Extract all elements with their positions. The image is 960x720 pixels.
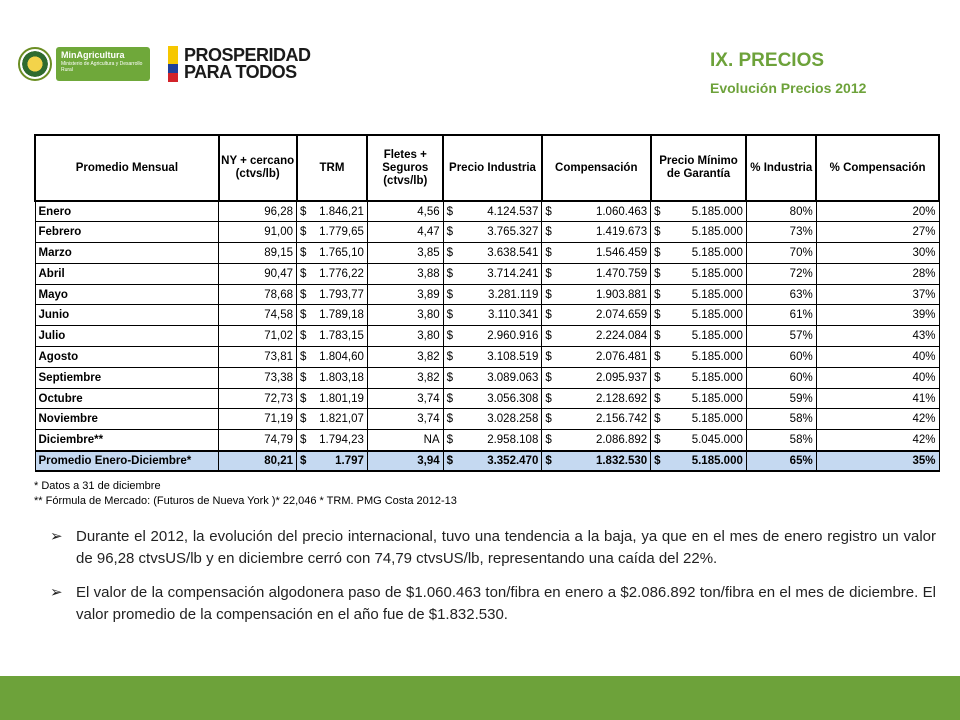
cell-currency: $ (443, 263, 457, 284)
cell-trm: 1.801,19 (310, 388, 367, 409)
cell-currency: $ (651, 367, 665, 388)
cell-ny: 74,58 (219, 305, 297, 326)
cell-compensacion: 1.419.673 (556, 222, 651, 243)
cell-currency: $ (297, 222, 311, 243)
cell-currency: $ (443, 201, 457, 222)
cell-currency: $ (542, 243, 556, 264)
cell-currency: $ (297, 388, 311, 409)
cell-currency: $ (651, 263, 665, 284)
cell-ny: 89,15 (219, 243, 297, 264)
table-row (35, 284, 939, 305)
prosperidad-logo (168, 46, 311, 82)
cell-currency: $ (542, 263, 556, 284)
cell-pct-industria: 58% (746, 430, 816, 451)
cell-currency: $ (651, 243, 665, 264)
table-row (35, 388, 939, 409)
footer-bar (0, 676, 960, 720)
cell-fletes: 3,82 (367, 367, 443, 388)
cell-mes: Febrero (35, 222, 219, 243)
cell-fletes: 3,94 (367, 451, 443, 472)
table-total-row (35, 451, 939, 472)
cell-pct-compensacion: 43% (816, 326, 939, 347)
cell-pct-compensacion: 35% (816, 451, 939, 472)
cell-trm: 1.797 (310, 451, 367, 472)
cell-minimo: 5.185.000 (665, 451, 747, 472)
cell-minimo: 5.185.000 (665, 222, 747, 243)
cell-pct-compensacion: 42% (816, 409, 939, 430)
cell-compensacion: 2.156.742 (556, 409, 651, 430)
page-subtitle: Evolución Precios 2012 (710, 80, 867, 96)
cell-compensacion: 1.546.459 (556, 243, 651, 264)
cell-currency: $ (651, 347, 665, 368)
cell-currency: $ (542, 430, 556, 451)
cell-trm: 1.789,18 (310, 305, 367, 326)
cell-currency: $ (297, 284, 311, 305)
table-row (35, 222, 939, 243)
cell-currency: $ (297, 201, 311, 222)
cell-industria: 3.108.519 (457, 347, 542, 368)
cell-pct-compensacion: 27% (816, 222, 939, 243)
cell-industria: 3.714.241 (457, 263, 542, 284)
bullet-list (50, 526, 936, 638)
prosperidad-wordmark (184, 47, 311, 81)
prices-table (34, 134, 940, 472)
cell-currency: $ (542, 222, 556, 243)
cell-mes: Diciembre** (35, 430, 219, 451)
cell-currency: $ (651, 430, 665, 451)
cell-ny: 74,79 (219, 430, 297, 451)
cell-pct-industria: 73% (746, 222, 816, 243)
cell-currency: $ (297, 326, 311, 347)
colombia-seal-icon (18, 47, 52, 81)
table-row (35, 367, 939, 388)
cell-ny: 96,28 (219, 201, 297, 222)
bullet-item (50, 526, 936, 569)
cell-pct-industria: 60% (746, 347, 816, 368)
cell-minimo: 5.185.000 (665, 347, 747, 368)
table-row (35, 326, 939, 347)
cell-pct-compensacion: 42% (816, 430, 939, 451)
cell-currency: $ (651, 388, 665, 409)
cell-ny: 91,00 (219, 222, 297, 243)
cell-pct-industria: 70% (746, 243, 816, 264)
cell-pct-industria: 61% (746, 305, 816, 326)
cell-fletes: 4,56 (367, 201, 443, 222)
arrow-bullet-icon: ➢ (50, 584, 63, 601)
header-pct-industria: % Industria (746, 135, 816, 201)
minagricultura-badge (56, 47, 150, 81)
cell-ny: 90,47 (219, 263, 297, 284)
cell-compensacion: 2.224.084 (556, 326, 651, 347)
cell-industria: 2.958.108 (457, 430, 542, 451)
bullet-item (50, 582, 936, 625)
table-row (35, 305, 939, 326)
cell-currency: $ (443, 243, 457, 264)
cell-pct-compensacion: 40% (816, 347, 939, 368)
cell-currency: $ (297, 263, 311, 284)
cell-minimo: 5.045.000 (665, 430, 747, 451)
prosperidad-line-1: PROSPERIDAD (184, 45, 311, 65)
cell-minimo: 5.185.000 (665, 284, 747, 305)
cell-fletes: 3,80 (367, 326, 443, 347)
cell-currency: $ (443, 347, 457, 368)
cell-currency: $ (542, 284, 556, 305)
minagricultura-title: MinAgricultura (61, 50, 125, 60)
minagricultura-subtitle: Ministerio de Agricultura y Desarrollo Rural (61, 61, 143, 73)
cell-mes: Abril (35, 263, 219, 284)
cell-pct-compensacion: 30% (816, 243, 939, 264)
page-title: IX. PRECIOS (710, 50, 825, 71)
cell-ny: 78,68 (219, 284, 297, 305)
cell-fletes: 3,88 (367, 263, 443, 284)
cell-pct-industria: 60% (746, 367, 816, 388)
cell-currency: $ (443, 284, 457, 305)
cell-pct-compensacion: 37% (816, 284, 939, 305)
table-row (35, 409, 939, 430)
cell-compensacion: 2.074.659 (556, 305, 651, 326)
cell-compensacion: 2.086.892 (556, 430, 651, 451)
cell-currency: $ (297, 430, 311, 451)
cell-currency: $ (297, 243, 311, 264)
cell-mes: Septiembre (35, 367, 219, 388)
cell-currency: $ (297, 409, 311, 430)
header-ny: NY + cercano (ctvs/lb) (219, 135, 297, 201)
cell-pct-compensacion: 20% (816, 201, 939, 222)
cell-mes: Noviembre (35, 409, 219, 430)
cell-minimo: 5.185.000 (665, 326, 747, 347)
cell-currency: $ (651, 409, 665, 430)
table-row (35, 263, 939, 284)
cell-industria: 3.028.258 (457, 409, 542, 430)
table-row (35, 243, 939, 264)
table-notes (34, 479, 457, 509)
cell-currency: $ (297, 347, 311, 368)
cell-pct-compensacion: 41% (816, 388, 939, 409)
cell-currency: $ (443, 451, 457, 472)
cell-industria: 3.089.063 (457, 367, 542, 388)
cell-currency: $ (542, 388, 556, 409)
bullet-text: El valor de la compensación algodonera paso de $1.060.463 ton/fibra en enero a $2.086.892 ton/fibra en el mes de diciembre. El valor promedio de la compensación en el año fue de $1.832.530. (76, 584, 936, 623)
cell-trm: 1.804,60 (310, 347, 367, 368)
cell-fletes: 3,74 (367, 388, 443, 409)
cell-mes: Promedio Enero-Diciembre* (35, 451, 219, 472)
cell-pct-industria: 63% (746, 284, 816, 305)
cell-industria: 3.765.327 (457, 222, 542, 243)
note-2: ** Fórmula de Mercado: (Futuros de Nueva York )* 22,046 * TRM. PMG Costa 2012-13 (34, 495, 457, 507)
cell-industria: 2.960.916 (457, 326, 542, 347)
cell-compensacion: 2.128.692 (556, 388, 651, 409)
cell-trm: 1.846,21 (310, 201, 367, 222)
header-pct-compensacion: % Compensación (816, 135, 939, 201)
cell-fletes: 3,82 (367, 347, 443, 368)
cell-ny: 71,02 (219, 326, 297, 347)
header-trm: TRM (297, 135, 368, 201)
bullet-text: Durante el 2012, la evolución del precio internacional, tuvo una tendencia a la baja, ya que en el mes de enero registro un valor de 96,28 ctvsUS/lb y en diciembre cerró con 74,79 ctvsUS/lb, representando una caída del 22%. (76, 528, 936, 567)
cell-trm: 1.779,65 (310, 222, 367, 243)
cell-minimo: 5.185.000 (665, 409, 747, 430)
cell-currency: $ (651, 201, 665, 222)
cell-mes: Enero (35, 201, 219, 222)
cell-currency: $ (542, 367, 556, 388)
cell-compensacion: 1.903.881 (556, 284, 651, 305)
cell-ny: 71,19 (219, 409, 297, 430)
cell-trm: 1.803,18 (310, 367, 367, 388)
cell-mes: Octubre (35, 388, 219, 409)
cell-currency: $ (542, 347, 556, 368)
cell-mes: Mayo (35, 284, 219, 305)
cell-currency: $ (297, 305, 311, 326)
cell-industria: 3.352.470 (457, 451, 542, 472)
cell-fletes: 4,47 (367, 222, 443, 243)
cell-trm: 1.765,10 (310, 243, 367, 264)
cell-currency: $ (443, 430, 457, 451)
cell-currency: $ (542, 201, 556, 222)
cell-industria: 3.056.308 (457, 388, 542, 409)
cell-compensacion: 2.095.937 (556, 367, 651, 388)
cell-currency: $ (443, 222, 457, 243)
cell-minimo: 5.185.000 (665, 367, 747, 388)
cell-trm: 1.794,23 (310, 430, 367, 451)
cell-currency: $ (651, 284, 665, 305)
colombia-flag-icon (168, 46, 178, 82)
cell-currency: $ (443, 367, 457, 388)
cell-currency: $ (443, 388, 457, 409)
cell-mes: Agosto (35, 347, 219, 368)
minagricultura-logo (18, 46, 152, 82)
cell-minimo: 5.185.000 (665, 243, 747, 264)
table-row (35, 347, 939, 368)
cell-trm: 1.793,77 (310, 284, 367, 305)
cell-pct-compensacion: 28% (816, 263, 939, 284)
header-fletes: Fletes + Seguros (ctvs/lb) (367, 135, 443, 201)
arrow-bullet-icon: ➢ (50, 528, 63, 545)
cell-industria: 3.110.341 (457, 305, 542, 326)
header-industria: Precio Industria (443, 135, 542, 201)
cell-minimo: 5.185.000 (665, 263, 747, 284)
note-1: * Datos a 31 de diciembre (34, 480, 161, 492)
cell-pct-industria: 59% (746, 388, 816, 409)
header-minimo: Precio Mínimo de Garantía (651, 135, 747, 201)
prosperidad-line-2: PARA TODOS (184, 62, 297, 82)
cell-currency: $ (297, 451, 311, 472)
cell-industria: 4.124.537 (457, 201, 542, 222)
cell-compensacion: 1.060.463 (556, 201, 651, 222)
table-header-row (35, 135, 939, 201)
cell-currency: $ (443, 409, 457, 430)
cell-pct-compensacion: 40% (816, 367, 939, 388)
cell-ny: 80,21 (219, 451, 297, 472)
cell-pct-industria: 72% (746, 263, 816, 284)
cell-currency: $ (542, 409, 556, 430)
cell-currency: $ (651, 222, 665, 243)
cell-compensacion: 1.470.759 (556, 263, 651, 284)
cell-fletes: NA (367, 430, 443, 451)
cell-fletes: 3,85 (367, 243, 443, 264)
cell-fletes: 3,89 (367, 284, 443, 305)
cell-currency: $ (651, 305, 665, 326)
cell-currency: $ (651, 451, 665, 472)
header-compensacion: Compensación (542, 135, 651, 201)
cell-pct-industria: 58% (746, 409, 816, 430)
cell-currency: $ (297, 367, 311, 388)
cell-ny: 73,38 (219, 367, 297, 388)
cell-compensacion: 2.076.481 (556, 347, 651, 368)
cell-mes: Junio (35, 305, 219, 326)
cell-currency: $ (542, 305, 556, 326)
cell-currency: $ (443, 305, 457, 326)
cell-minimo: 5.185.000 (665, 201, 747, 222)
cell-pct-industria: 57% (746, 326, 816, 347)
cell-pct-compensacion: 39% (816, 305, 939, 326)
table-row (35, 201, 939, 222)
cell-pct-industria: 80% (746, 201, 816, 222)
cell-currency: $ (542, 451, 556, 472)
cell-currency: $ (651, 326, 665, 347)
table-row (35, 430, 939, 451)
cell-mes: Marzo (35, 243, 219, 264)
cell-fletes: 3,74 (367, 409, 443, 430)
cell-compensacion: 1.832.530 (556, 451, 651, 472)
header-promedio: Promedio Mensual (35, 135, 219, 201)
cell-industria: 3.281.119 (457, 284, 542, 305)
cell-trm: 1.776,22 (310, 263, 367, 284)
cell-ny: 73,81 (219, 347, 297, 368)
cell-currency: $ (542, 326, 556, 347)
cell-minimo: 5.185.000 (665, 388, 747, 409)
cell-trm: 1.783,15 (310, 326, 367, 347)
cell-currency: $ (443, 326, 457, 347)
cell-pct-industria: 65% (746, 451, 816, 472)
cell-minimo: 5.185.000 (665, 305, 747, 326)
cell-industria: 3.638.541 (457, 243, 542, 264)
cell-fletes: 3,80 (367, 305, 443, 326)
cell-mes: Julio (35, 326, 219, 347)
cell-trm: 1.821,07 (310, 409, 367, 430)
cell-ny: 72,73 (219, 388, 297, 409)
